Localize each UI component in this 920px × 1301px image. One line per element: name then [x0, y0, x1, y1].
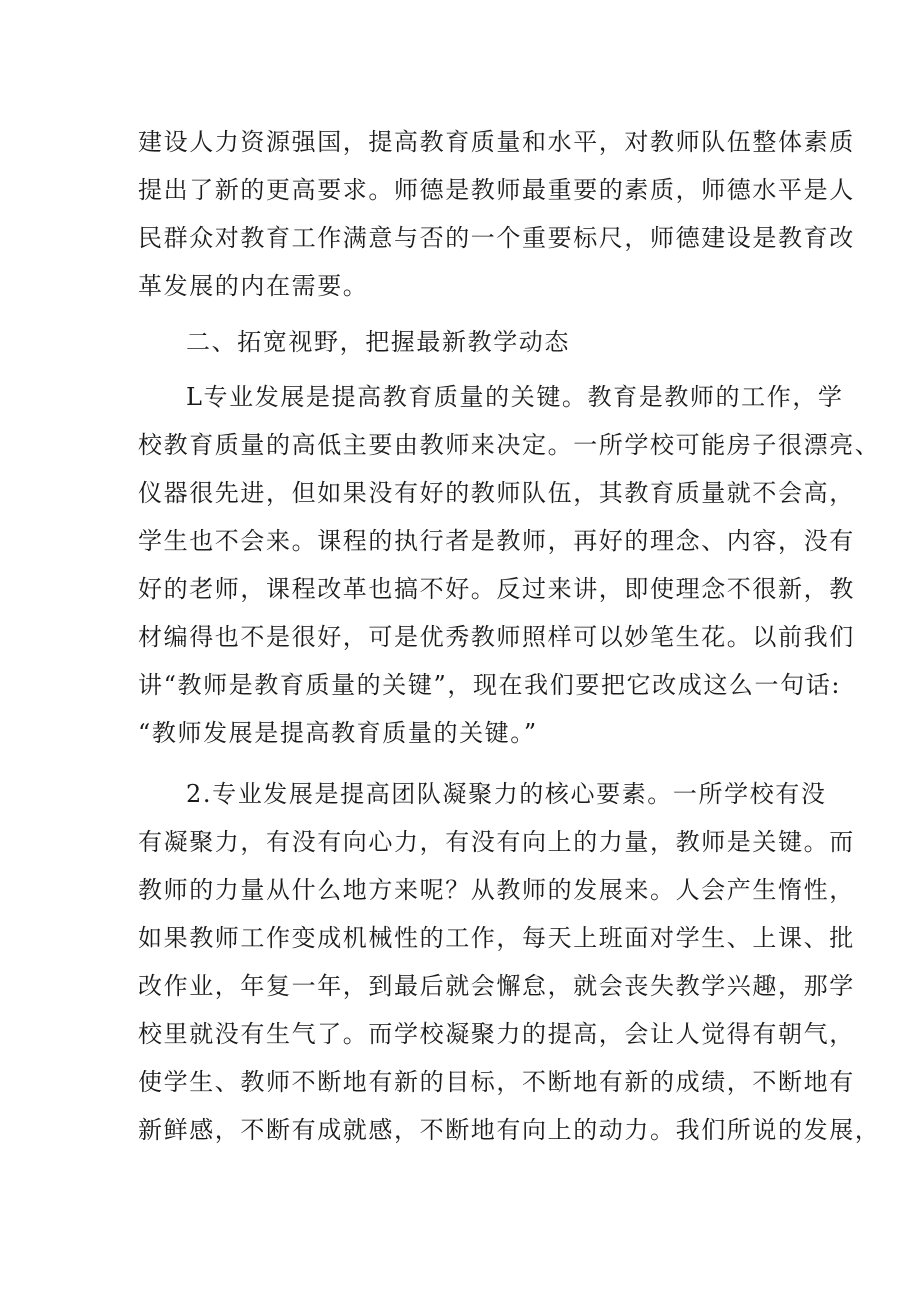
para1-line-3: 民群众对教育工作满意与否的一个重要标尺，师德建设是教育改 [138, 224, 855, 252]
para3-line-4: 如果教师工作变成机械性的工作，每天上班面对学生、上课、批 [138, 924, 855, 952]
para3-line-7: 使学生、教师不断地有新的目标，不断地有新的成绩，不断地有 [138, 1068, 855, 1096]
para1-line-4: 革发展的内在需要。 [138, 272, 369, 300]
para1-line-2: 提出了新的更高要求。师德是教师最重要的素质，师德水平是人 [138, 176, 855, 204]
para3-line-8: 新鲜感，不断有成就感，不断地有向上的动力。我们所说的发展， [138, 1116, 881, 1144]
para2-line-7: 讲“教师是教育质量的关键”，现在我们要把它改成这么一句话: [138, 671, 842, 699]
para3-line-6: 校里就没有生气了。而学校凝聚力的提高，会让人觉得有朝气， [138, 1020, 855, 1048]
para2-line-6: 材编得也不是很好，可是优秀教师照样可以妙笔生花。以前我们 [138, 623, 855, 651]
para2-line-8: “教师发展是提高教育质量的关键。” [138, 719, 538, 747]
para2-line-2: 校教育质量的高低主要由教师来决定。一所学校可能房子很漂亮、 [138, 431, 881, 459]
para2-line-5: 好的老师，课程改革也搞不好。反过来讲，即使理念不很新，教 [138, 575, 855, 603]
para3-line-5: 改作业，年复一年，到最后就会懈怠，就会丧失教学兴趣，那学 [138, 972, 855, 1000]
para2-line-4: 学生也不会来。课程的执行者是教师，再好的理念、内容，没有 [138, 527, 855, 555]
para2-line-3: 仪器很先进，但如果没有好的教师队伍，其教育质量就不会高， [138, 479, 855, 507]
para3-line-1: 2.专业发展是提高团队凝聚力的核心要素。一所学校有没 [186, 780, 827, 808]
para2-line-1: L专业发展是提高教育质量的关键。教育是教师的工作，学 [186, 383, 844, 411]
para3-line-2: 有凝聚力，有没有向心力，有没有向上的力量，教师是关键。而 [138, 828, 855, 856]
section-heading: 二、拓宽视野，把握最新教学动态 [186, 328, 570, 356]
para1-line-1: 建设人力资源强国，提高教育质量和水平，对教师队伍整体素质 [138, 128, 855, 156]
para3-line-3: 教师的力量从什么地方来呢？从教师的发展来。人会产生惰性， [138, 876, 855, 904]
